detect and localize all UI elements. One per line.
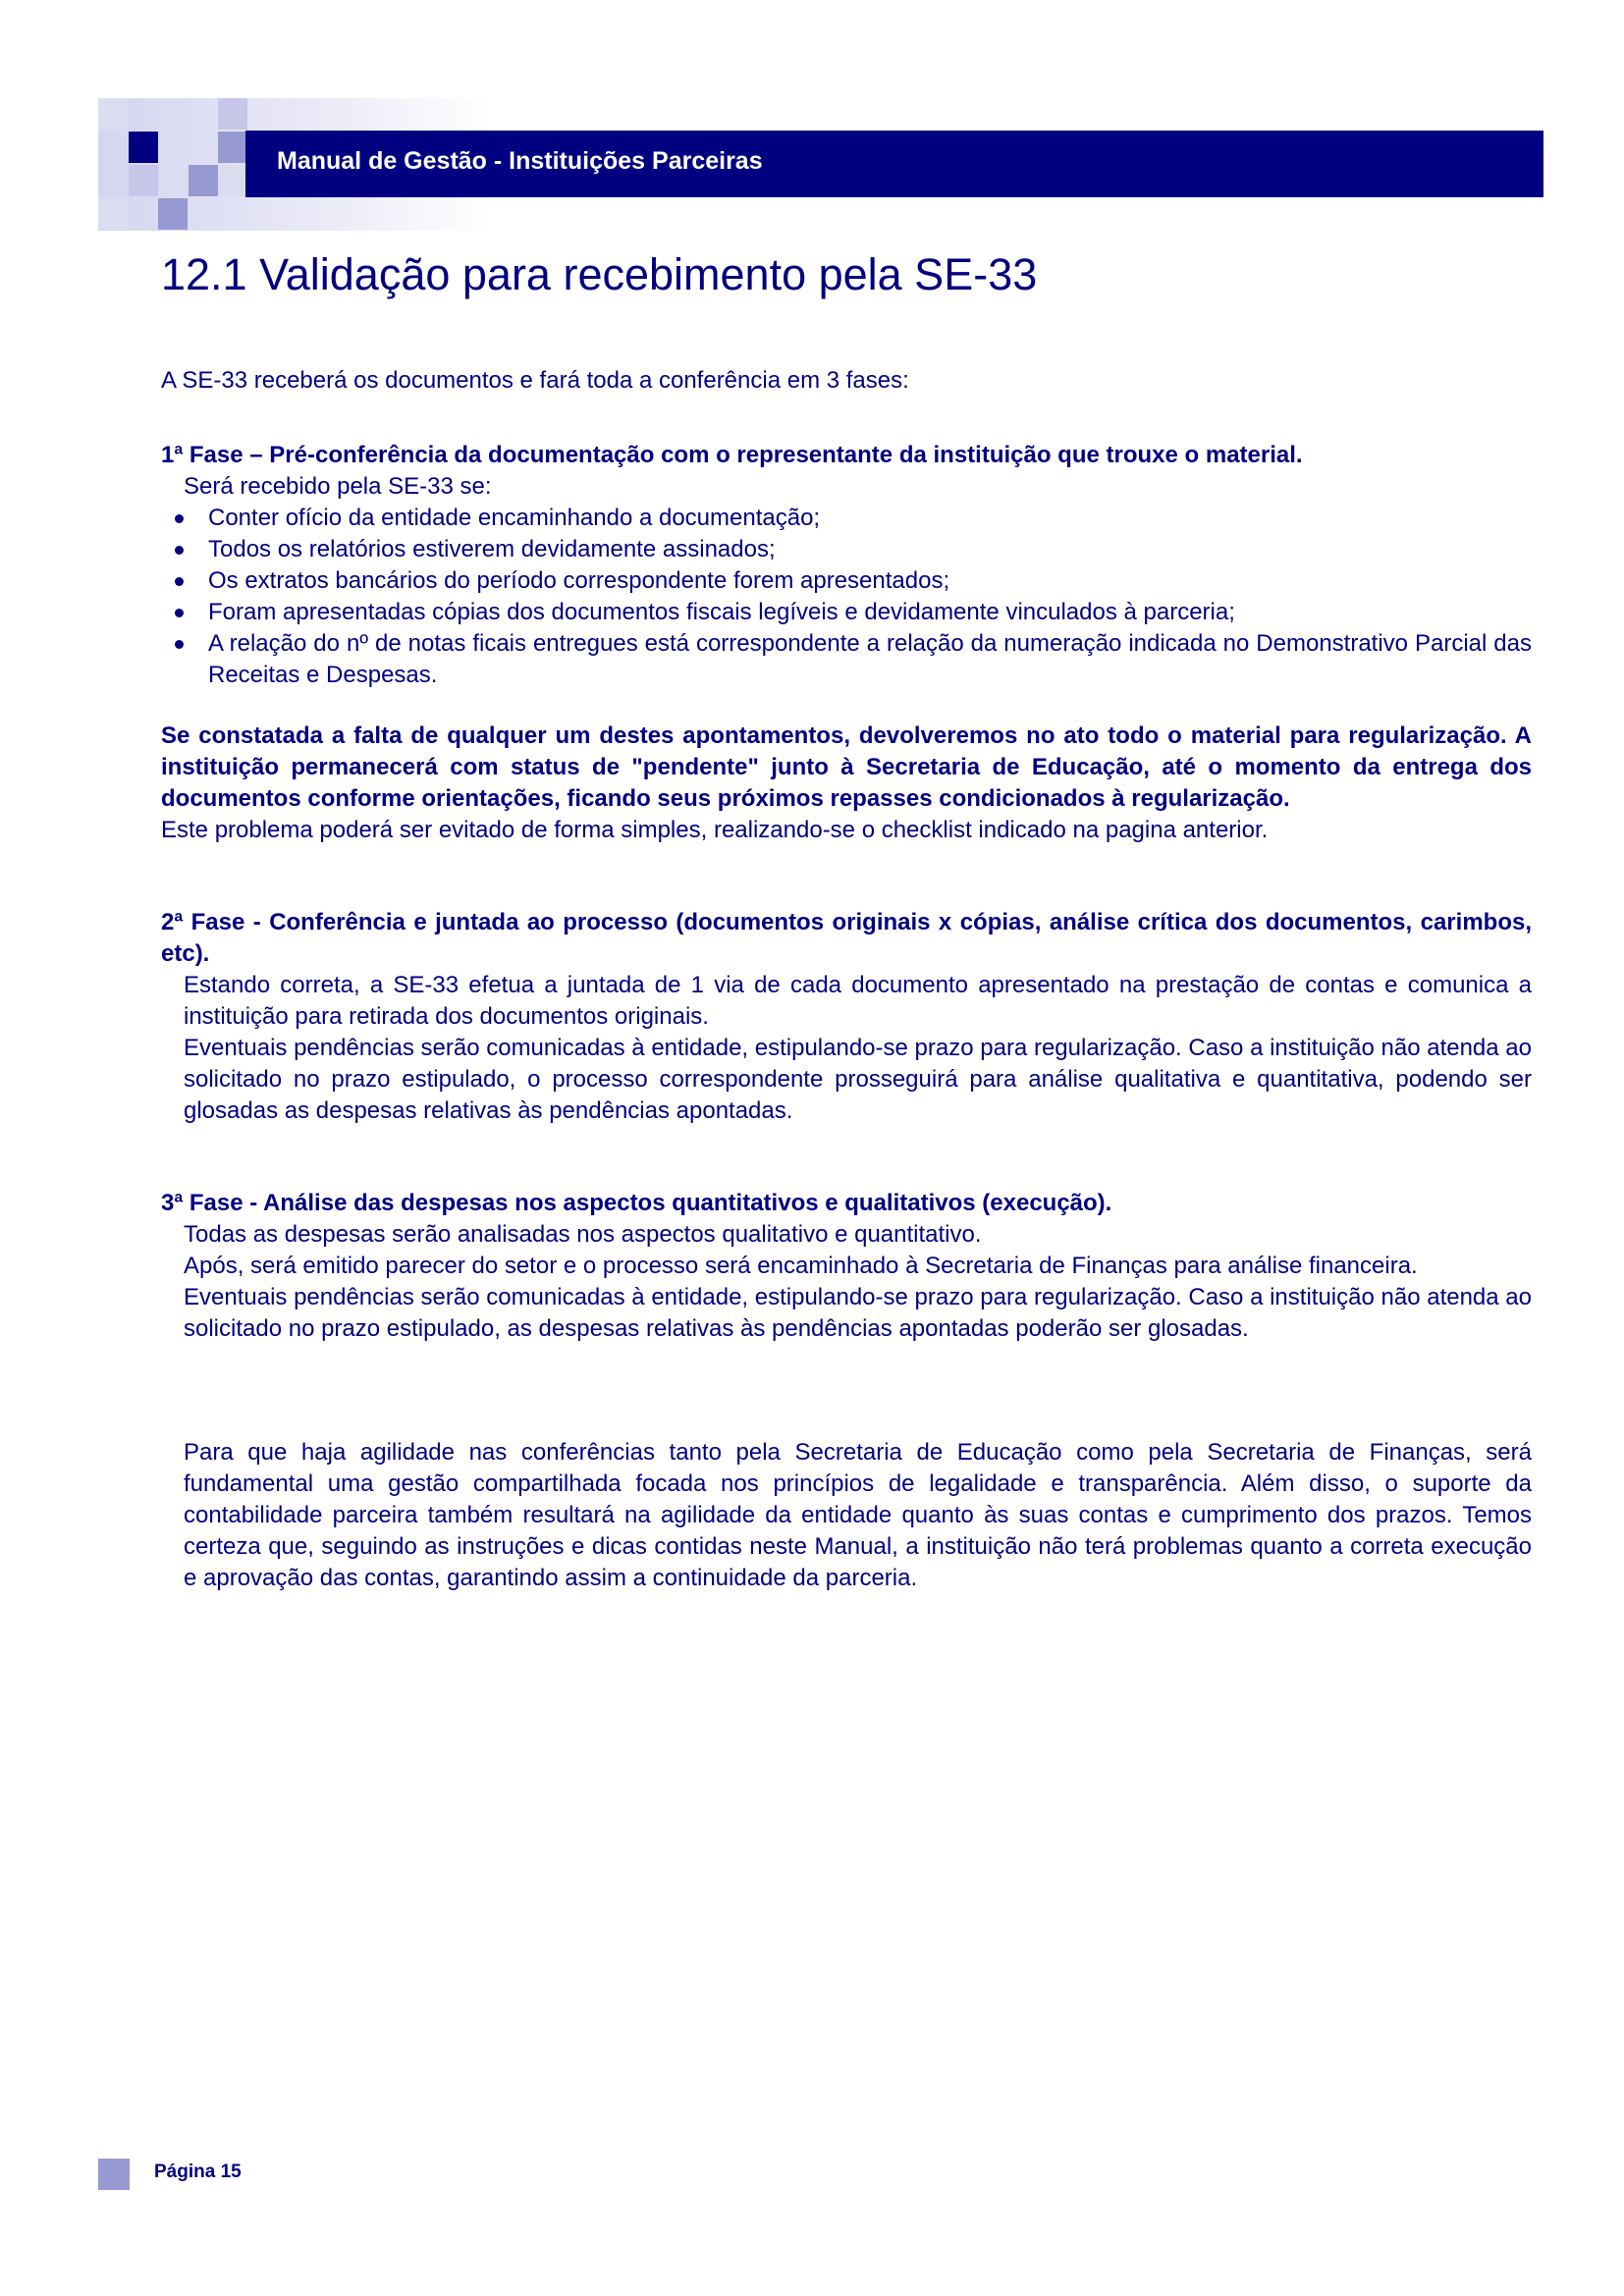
header-square	[158, 198, 188, 230]
phase3-paragraph: Após, será emitido parecer do setor e o processo será encaminhado à Secretaria de Finanças para análise financeira.	[184, 1253, 1418, 1279]
header-title: Manual de Gestão - Instituições Parceiras	[277, 147, 763, 175]
section-intro: A SE-33 receberá os documentos e fará toda a conferência em 3 fases:	[161, 367, 909, 394]
header-square	[189, 165, 218, 196]
list-item	[161, 597, 1532, 628]
phase3-heading: 3ª Fase - Análise das despesas nos aspectos quantitativos e qualitativos (execução).	[161, 1190, 1112, 1216]
phase1-tip: Este problema poderá ser evitado de forma simples, realizando-se o checklist indicado na pagina anterior.	[161, 817, 1269, 843]
header-square	[157, 98, 187, 130]
phase1-requirements-list	[161, 503, 1532, 691]
list-item-text: A relação do nº de notas ficais entregues está correspondente a relação da numeração indicada no Demonstrativo Parcial das Receitas e Despesas.	[208, 630, 1532, 688]
list-item-text: Conter ofício da entidade encaminhando a documentação;	[208, 505, 821, 531]
header-square	[218, 165, 247, 196]
phase1-warning: Se constatada a falta de qualquer um destes apontamentos, devolveremos no ato todo o material para regularização. A instituição permanecerá com status de "pendente" junto à Secretaria de Educação, até o momento da entrega dos documentos conforme orientações, ficando seus próximos repasses condicionados à regularização.	[161, 722, 1532, 812]
header-bar	[245, 131, 1543, 197]
phase3-paragraph: Eventuais pendências serão comunicadas à entidade, estipulando-se prazo para regularização. Caso a instituição não atenda ao solicitado no prazo estipulado, as despesas relativas às pendências apontadas poderão ser glosadas.	[184, 1284, 1532, 1342]
bullet-icon	[175, 514, 184, 523]
header-square	[218, 132, 247, 163]
page-number: Página 15	[154, 2162, 242, 2182]
bullet-icon	[175, 640, 184, 649]
header-square	[129, 132, 158, 163]
list-item-text: Todos os relatórios estiverem devidamente assinados;	[208, 536, 776, 562]
footer-square-icon	[98, 2159, 130, 2190]
list-item	[161, 503, 1532, 534]
header-square	[129, 165, 158, 196]
phase1-heading: 1ª Fase – Pré-conferência da documentação com o representante da instituição que trouxe o material.	[161, 442, 1303, 468]
section-title: 12.1 Validação para recebimento pela SE-33	[161, 249, 1038, 299]
list-item	[161, 565, 1532, 597]
phase3-paragraph: Todas as despesas serão analisadas nos aspectos qualitativo e quantitativo.	[184, 1221, 982, 1248]
bullet-icon	[175, 546, 184, 555]
header-square	[98, 98, 128, 130]
page-content	[161, 247, 1532, 1594]
header-square	[98, 198, 128, 230]
header-square	[218, 98, 247, 130]
phase1-lead: Será recebido pela SE-33 se:	[184, 473, 492, 500]
list-item-text: Os extratos bancários do período correspondente forem apresentados;	[208, 567, 950, 594]
phase2-heading: 2ª Fase - Conferência e juntada ao processo (documentos originais x cópias, análise crítica dos documentos, carimbos, etc).	[161, 909, 1532, 967]
list-item	[161, 534, 1532, 565]
list-item	[161, 628, 1532, 691]
bullet-icon	[175, 577, 184, 586]
phase2-paragraph: Eventuais pendências serão comunicadas à entidade, estipulando-se prazo para regularização. Caso a instituição não atenda ao solicitado no prazo estipulado, o processo correspondente prosseguirá para análise qualitativa e quantitativa, podendo ser glosadas as despesas relativas às pendências apontadas.	[184, 1035, 1532, 1124]
bullet-icon	[175, 609, 184, 617]
list-item-text: Foram apresentadas cópias dos documentos fiscais legíveis e devidamente vinculados à parceria;	[208, 599, 1235, 625]
closing-paragraph: Para que haja agilidade nas conferências tanto pela Secretaria de Educação como pela Secretaria de Finanças, será fundamental uma gestão compartilhada focada nos princípios de legalidade e transparência. Além disso, o suporte da contabilidade parceira também resultará na agilidade da entidade quanto às suas contas e cumprimento dos prazos. Temos certeza que, seguindo as instruções e dicas contidas neste Manual, a instituição não terá problemas quanto a correta execução e aprovação das contas, garantindo assim a continuidade da parceria.	[184, 1439, 1532, 1591]
phase2-paragraph: Estando correta, a SE-33 efetua a juntada de 1 via de cada documento apresentado na prestação de contas e comunica a instituição para retirada dos documentos originais.	[184, 972, 1532, 1030]
